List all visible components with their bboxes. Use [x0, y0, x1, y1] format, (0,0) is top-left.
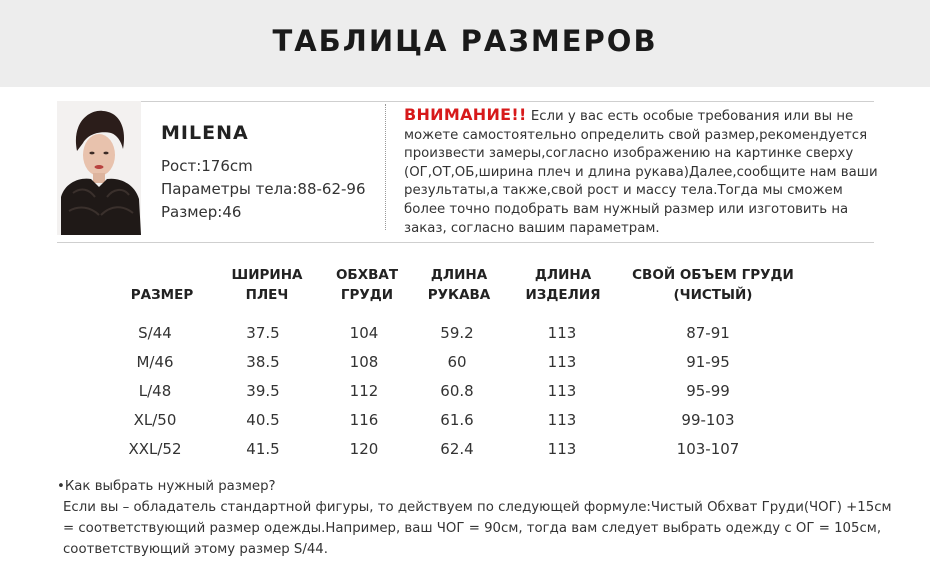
table-cell: 116	[349, 411, 379, 429]
notice-block	[404, 106, 884, 238]
header-shoulder-width: ШИРИНА ПЛЕЧ	[231, 267, 303, 303]
table-cell: 62.4	[440, 440, 474, 458]
table-cell: 112	[349, 382, 379, 400]
how-to-line-3: соответствующий этому размер S/44.	[63, 542, 328, 557]
table-cell: 95-99	[686, 382, 730, 400]
table-cell: XXL/52	[128, 440, 182, 458]
table-cell: 60	[447, 353, 467, 371]
notice-text: Если у вас есть особые требования или вы не можете самостоятельно определить свой размер,рекомендуется произвести замеры,согласно изображению на картинке сверху (ОГ,ОТ,ОБ,ширина плеч и длина рукава)Далее,сообщите нам ваши результаты,а также,свой рост и массу тела.Тогда мы сможем более точно подобрать вам нужный размер или изготовить на заказ, согласно вашим параметрам.	[404, 109, 878, 236]
table-cell: 60.8	[440, 382, 474, 400]
header-size: РАЗМЕР	[130, 287, 194, 303]
how-to-line-2: = соответствующий размер одежды.Например, ваш ЧОГ = 90см, тогда вам следует выбрать одежду с ОГ = 105см,	[63, 521, 882, 536]
header-own-chest: СВОЙ ОБЪЕМ ГРУДИ (ЧИСТЫЙ)	[632, 267, 794, 303]
header-sleeve-length: ДЛИНА РУКАВА	[427, 267, 491, 303]
table-cell: 104	[349, 324, 379, 342]
table-cell: 61.6	[440, 411, 474, 429]
table-cell: M/46	[136, 353, 174, 371]
model-body-params: Параметры тела:88-62-96	[161, 180, 366, 198]
table-cell: 41.5	[246, 440, 280, 458]
title-banner	[0, 0, 930, 87]
table-cell: 113	[547, 440, 577, 458]
model-height: Рост:176cm	[161, 157, 253, 175]
page-title: ТАБЛИЦА РАЗМЕРОВ	[272, 24, 658, 58]
table-cell: S/44	[138, 324, 172, 342]
model-photo	[57, 101, 141, 235]
how-to-line-1: Если вы – обладатель стандартной фигуры, то действуем по следующей формуле:Чистый Обхват Груди(ЧОГ) +15см	[63, 500, 892, 515]
model-name: MILENA	[161, 122, 249, 144]
divider-bottom	[57, 242, 874, 243]
how-to-question: •Как выбрать нужный размер?	[57, 479, 276, 494]
table-cell: 120	[349, 440, 379, 458]
table-cell: 108	[349, 353, 379, 371]
table-cell: 113	[547, 324, 577, 342]
dotted-divider	[385, 104, 387, 230]
table-cell: 39.5	[246, 382, 280, 400]
how-to-choose-block	[57, 476, 917, 560]
header-chest: ОБХВАТ ГРУДИ	[335, 267, 399, 303]
table-cell: XL/50	[133, 411, 177, 429]
table-cell: 37.5	[246, 324, 280, 342]
table-cell: 91-95	[686, 353, 730, 371]
header-item-length: ДЛИНА ИЗДЕЛИЯ	[525, 267, 601, 303]
table-cell: L/48	[138, 382, 172, 400]
divider-top	[57, 101, 874, 102]
table-cell: 87-91	[686, 324, 730, 342]
table-cell: 113	[547, 353, 577, 371]
table-cell: 38.5	[246, 353, 280, 371]
table-cell: 99-103	[681, 411, 735, 429]
table-cell: 113	[547, 382, 577, 400]
table-cell: 113	[547, 411, 577, 429]
table-cell: 103-107	[676, 440, 740, 458]
table-cell: 59.2	[440, 324, 474, 342]
table-cell: 40.5	[246, 411, 280, 429]
warning-label: ВНИМАНИЕ!!	[404, 105, 527, 124]
model-size: Размер:46	[161, 203, 242, 221]
